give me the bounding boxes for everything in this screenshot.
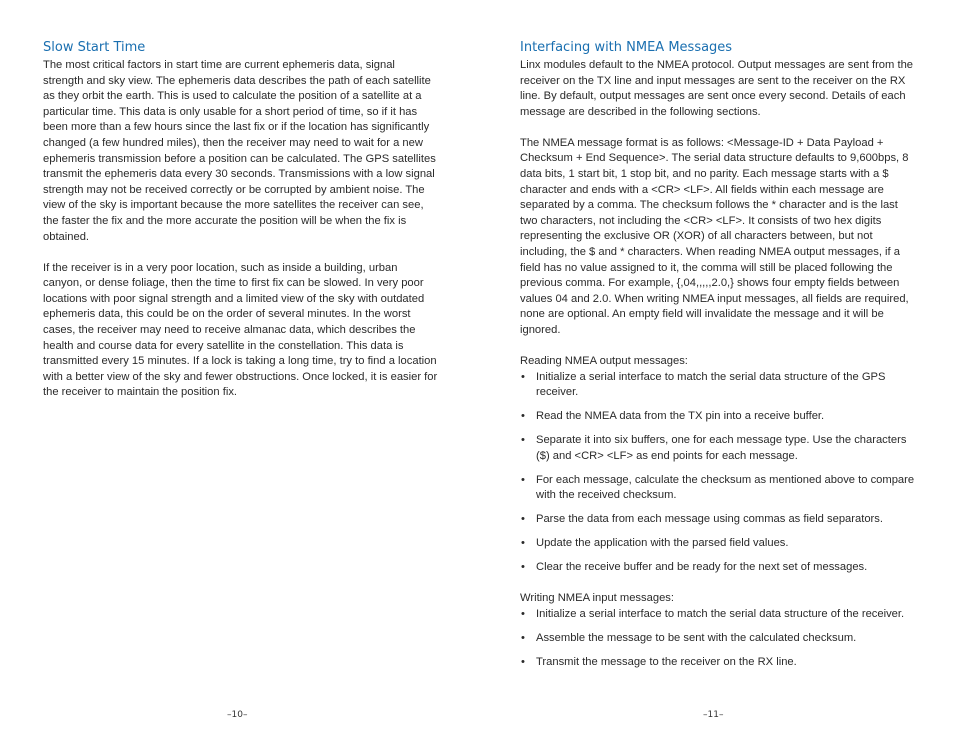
right-body — [520, 58, 915, 685]
paragraph: Linx modules default to the NMEA protocol. Output messages are sent from the receiver on the TX line and input messages are sent to the receiver on the RX line. By default, output messages are sent once every second. Details of each message are described in the following sections. — [520, 59, 914, 118]
page-number: –10– — [227, 710, 248, 720]
list-item: • Initialize a serial interface to match the serial data structure of the GPS receiver. — [520, 370, 915, 401]
reading-steps-list — [520, 370, 915, 576]
list-item: • Parse the data from each message using commas as field separators. — [520, 512, 915, 528]
reading-intro: Reading NMEA output messages: — [520, 355, 688, 368]
paragraph: The most critical factors in start time are current ephemeris data, signal strength and sky view. The ephemeris data describes the path of each satellite as they orbit the earth. This is used to calculate the position of a satellite at a particular time. This data is only usable for a short period of time, so if it has been more than a few hours since the last fix or if the location has significantly changed (a few hundred miles), then the receiver may need to wait for a new ephemeris transmission before a position can be calculated. The GPS satellites transmit the ephemeris data every 30 seconds. Transmissions with a low signal strength may not be received correctly or be corrupted by ambient noise. The view of the sky is important because the more satellites the receiver can see, the faster the fix and the more accurate the position will be when the fix is obtained. — [43, 59, 436, 243]
left-body — [43, 58, 438, 416]
list-item: • Initialize a serial interface to match the serial data structure of the receiver. — [520, 607, 915, 623]
left-page — [43, 0, 438, 738]
list-item: • Assemble the message to be sent with the calculated checksum. — [520, 631, 915, 647]
right-page — [520, 0, 915, 738]
list-item: • Transmit the message to the receiver on the RX line. — [520, 655, 915, 671]
page-number: –11– — [703, 710, 724, 720]
list-item: • Read the NMEA data from the TX pin into a receive buffer. — [520, 409, 915, 425]
list-item: • Separate it into six buffers, one for each message type. Use the characters ($) and <CR> <LF> as end points for each message. — [520, 433, 915, 464]
section-heading-slow-start: Slow Start Time — [43, 40, 146, 55]
list-item: • For each message, calculate the checksum as mentioned above to compare with the received checksum. — [520, 473, 915, 504]
paragraph: If the receiver is in a very poor location, such as inside a building, urban canyon, or dense foliage, then the time to first fix can be slowed. In very poor locations with poor signal strength and a limited view of the sky with outdated ephemeris data, this could be on the order of several minutes. In the worst cases, the receiver may need to receive almanac data, which describes the health and course data for every satellite in the constellation. This data is transmitted every 15 minutes. If a lock is taking a long time, try to find a location with a better view of the sky and fewer obstructions. Once locked, it is easier for the receiver to maintain the position fix. — [43, 261, 438, 399]
writing-intro: Writing NMEA input messages: — [520, 591, 674, 604]
list-item: • Clear the receive buffer and be ready for the next set of messages. — [520, 560, 915, 576]
writing-steps-list — [520, 607, 915, 671]
section-heading-nmea: Interfacing with NMEA Messages — [520, 40, 733, 55]
list-item: • Update the application with the parsed field values. — [520, 536, 915, 552]
paragraph: The NMEA message format is as follows: <Message-ID + Data Payload + Checksum + End Sequence>. The serial data structure defaults to 9,600bps, 8 data bits, 1 start bit, 1 stop bit, and no parity. Each message starts with a $ character and ends with a <CR> <LF>. All fields within each message are separated by a comma. The checksum follows the * character and is the last two characters, not including the <CR> <LF>. It consists of two hex digits representing the exclusive OR (XOR) of all characters between, but not including, the $ and * characters. When reading NMEA output messages, if a field has no value assigned to it, the comma will still be placed following the previous comma. For example, {,04,,,,,2.0,} shows four empty fields between values 04 and 2.0. When writing NMEA input messages, all fields are required, none are optional. An empty field will invalidate the message and it will be ignored. — [520, 136, 909, 336]
